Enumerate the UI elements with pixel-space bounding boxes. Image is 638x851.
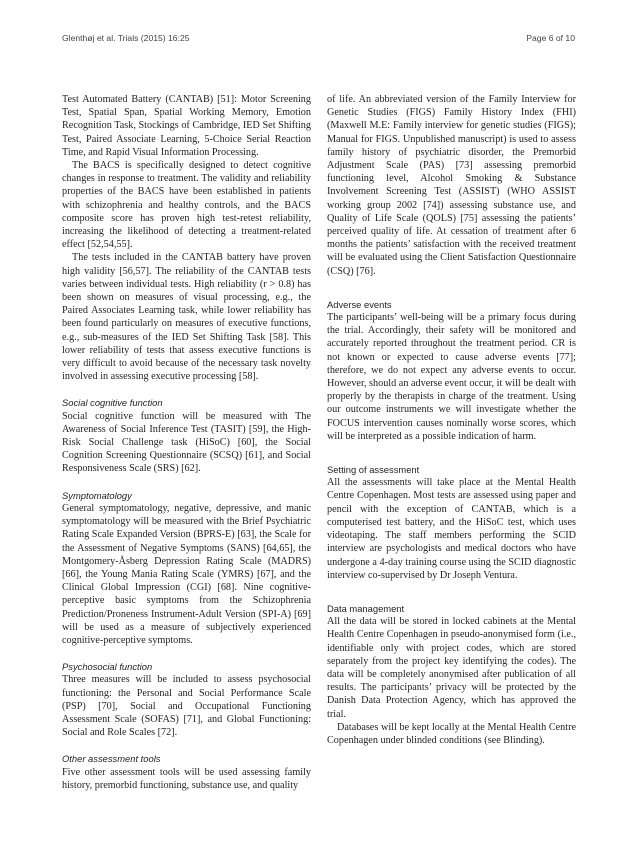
paragraph: of life. An abbreviated version of the Family Interview for Genetic Studies (FIGS) Family History Index (FHI) (Maxwell M.E: Family interview for genetic studies (FIGS); Manual for FIGS. Unpublished manuscript) is used to assess family history of psychiatric disorder, the Premorbid Adjustment Scale (PAS) [73] assessing premorbid functioning level, Alcohol Smoking & Substance Involvement Screening Test (ASSIST) (WHO ASSIST working group 2002 [74]) assessing substance use, and Quality of Life Scale (QOLS) [75] assessing the patients’ perceived quality of life. At cessation of treatment after 6 months the patients’ satisfaction with the received treatment will be evaluated using the Client Satisfaction Questionnaire (CSQ) [76]. — [327, 94, 576, 277]
paragraph: Three measures will be included to assess psychosocial functioning: the Personal and Social Performance Scale (PSP) [70], Social and Occupational Functioning Assessment Scale (SOFAS) [71], and Global Functioning: Social and Role Scales [72]. — [62, 674, 311, 739]
paragraph: General symptomatology, negative, depressive, and manic symptomatology will be measured with the Brief Psychiatric Rating Scale Expanded Version (BPRS-E) [63], the Scale for the Assessment of Negative Symptoms (SANS) [64,65], the Montgomery-Åsberg Depression Rating Scale (MADRS) [66], the Young Mania Rating Scale (YMRS) [67], and the Clinical Global Impression (CGI) [68]. Nine cognitive-perceptive basic symptoms from the Schizophrenia Prediction/Proneness Instrument-Adult Version (SPI-A) [69] will be used as a measure of subjectively experienced cognitive-perceptive symptoms. — [62, 502, 311, 646]
left-column — [62, 93, 311, 792]
section-heading-data-management: Data management — [327, 602, 405, 614]
right-column — [327, 93, 576, 747]
paragraph: Test Automated Battery (CANTAB) [51]: Motor Screening Test, Spatial Span, Spatial Working Memory, Emotion Recognition Task, Stockings of Cambridge, IED Set Shifting Test, Paired Associate Learning, 5-Choice Serial Reaction Time, and Rapid Visual Information Processing. — [62, 94, 311, 158]
paragraph: All the data will be stored in locked cabinets at the Mental Health Centre Copenhagen in pseudo-anonymised form (i.e., identifiable only with project codes, which are stored separately from the project key identifying the codes). The data will be completely anonymised after publication of all results. The participants’ privacy will be protected by the Danish Data Protection Agency, which has approved the trial. — [327, 616, 576, 720]
paragraph: The tests included in the CANTAB battery have proven high validity [56,57]. The reliability of the CANTAB tests varies between individual tests. High reliability (r > 0.8) has been shown on measures of visual processing, e.g., the Paired Associates Learning task, while lower reliability has been found particularly on measures of executive functions, e.g., sub-measures of the IED Set Shifting Task [58]. This lower reliability of tests that assess executive functions is very difficult to avoid because of the necessary task novelty involved in assessing executive processing [58]. — [62, 252, 311, 383]
paragraph: Five other assessment tools will be used assessing family history, premorbid functioning, substance use, and quality — [62, 766, 311, 791]
paragraph: Social cognitive function will be measured with The Awareness of Social Inference Test (TASIT) [59], the High-Risk Social Challenge task (HiSoC) [60], the Social Cognition Screening Questionnaire (SCSQ) [61], and Social Responsiveness Scale (SRS) [62]. — [62, 410, 311, 475]
running-header-citation: Glenthøj et al. Trials (2015) 16:25 — [62, 33, 190, 43]
subheading-social-cognitive: Social cognitive function — [62, 397, 163, 409]
paragraph: The BACS is specifically designed to detect cognitive changes in response to treatment. The validity and reliability properties of the BACS have been established in patients with schizophrenia and healthy controls, and the BACS composite score has proven high test-retest reliability, increasing the likelihood of detecting a treatment-related effect [52,54,55]. — [62, 160, 311, 251]
section-heading-adverse-events: Adverse events — [327, 298, 392, 310]
page-number: Page 6 of 10 — [526, 33, 575, 43]
subheading-other-tools: Other assessment tools — [62, 753, 161, 765]
subheading-psychosocial: Psychosocial function — [62, 661, 153, 673]
paragraph: Databases will be kept locally at the Mental Health Centre Copenhagen under blinded conditions (see Blinding). — [327, 721, 576, 746]
paragraph: The participants’ well-being will be a primary focus during the trial. Accordingly, their safety will be monitored and accurately reported throughout the treatment period. CR is not known or expected to cause adverse events [77]; therefore, we do not expect any adverse events to occur. However, should an adverse event occur, it will be dealt with properly by the therapists in charge of the treatment. Using our outcome instruments we will investigate whether the FOCUS intervention causes nominally worse scores, which will be interpreted as a possible indication of harm. — [327, 312, 576, 442]
section-heading-setting: Setting of assessment — [327, 464, 420, 476]
paragraph: All the assessments will take place at the Mental Health Centre Copenhagen. Most tests are assessed using paper and pencil with the exception of CANTAB, which is a computerised test battery, and the HiSoC test, which uses videotaping. The staff members performing the SCID interview are psychologists and medical doctors who have undergone a 4-day training course using the SCID diagnostic interview co-supervised by Dr Joseph Ventura. — [327, 477, 576, 581]
subheading-symptomatology: Symptomatology — [62, 489, 132, 501]
